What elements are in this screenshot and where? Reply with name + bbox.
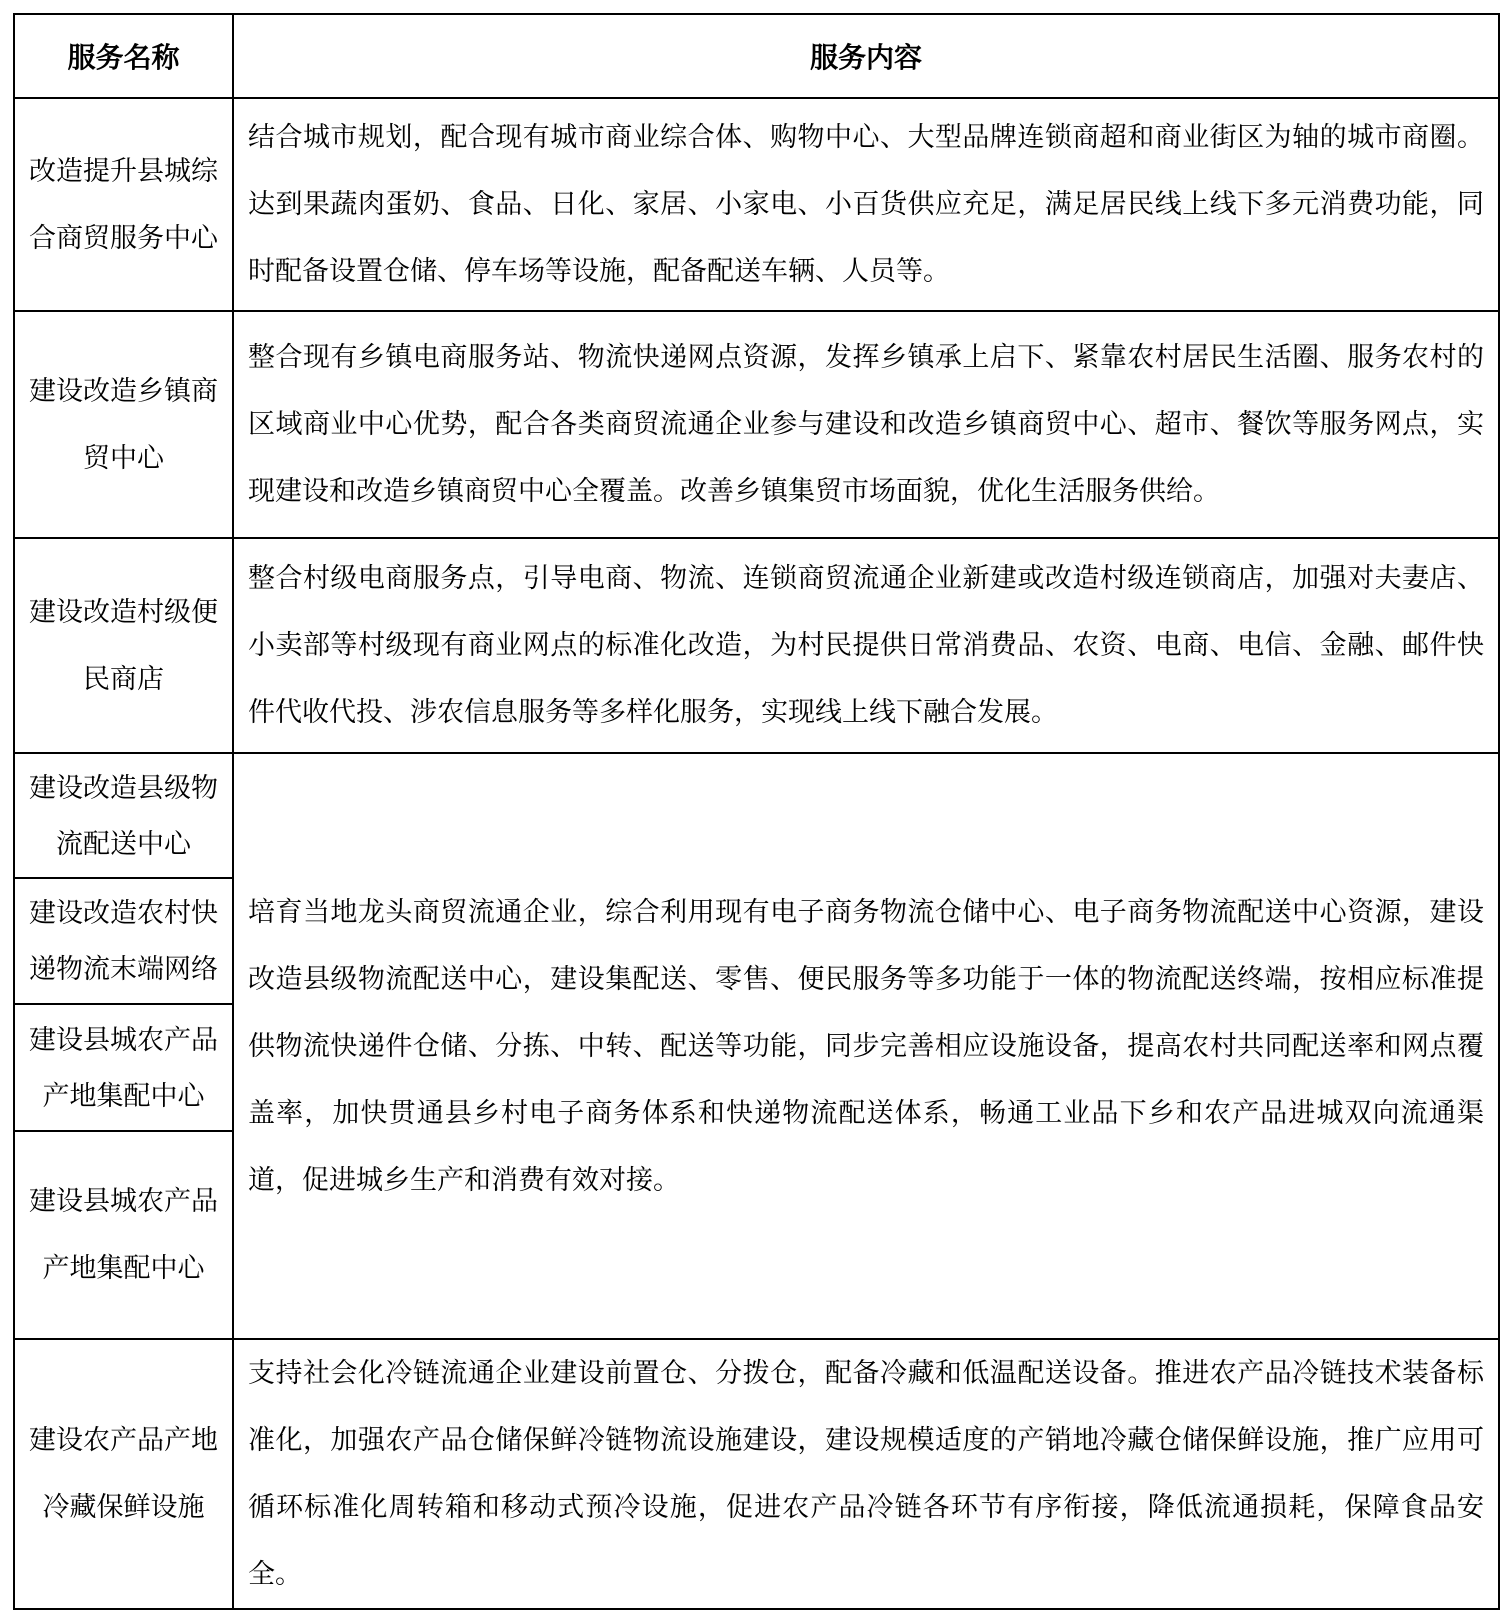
header-row xyxy=(14,14,1499,98)
service-name-cell: 建设农产品产地冷藏保鲜设施 xyxy=(14,1339,233,1609)
table-row xyxy=(14,753,1499,878)
service-name-cell: 建设改造村级便民商店 xyxy=(14,538,233,753)
table-row xyxy=(14,538,1499,753)
service-content-cell: 整合现有乡镇电商服务站、物流快递网点资源，发挥乡镇承上启下、紧靠农村居民生活圈、服务农村的区域商业中心优势，配合各类商贸流通企业参与建设和改造乡镇商贸中心、超市、餐饮等服务网点，实现建设和改造乡镇商贸中心全覆盖。改善乡镇集贸市场面貌，优化生活服务供给。 xyxy=(233,311,1499,538)
service-name-cell: 建设县城农产品产地集配中心 xyxy=(14,1131,233,1339)
table-row xyxy=(14,98,1499,311)
service-content-cell: 整合村级电商服务点，引导电商、物流、连锁商贸流通企业新建或改造村级连锁商店，加强对夫妻店、小卖部等村级现有商业网点的标准化改造，为村民提供日常消费品、农资、电商、电信、金融、邮件快件代收代投、涉农信息服务等多样化服务，实现线上线下融合发展。 xyxy=(233,538,1499,753)
col-header-service-content: 服务内容 xyxy=(233,14,1499,98)
service-name-cell: 建设改造农村快递物流末端网络 xyxy=(14,878,233,1004)
table-row xyxy=(14,1339,1499,1609)
service-name-cell: 建设改造乡镇商贸中心 xyxy=(14,311,233,538)
service-name-cell: 建设县城农产品产地集配中心 xyxy=(14,1004,233,1131)
services-table xyxy=(13,13,1500,1610)
service-name-cell: 建设改造县级物流配送中心 xyxy=(14,753,233,878)
service-content-cell: 支持社会化冷链流通企业建设前置仓、分拨仓，配备冷藏和低温配送设备。推进农产品冷链技术装备标准化，加强农产品仓储保鲜冷链物流设施建设，建设规模适度的产销地冷藏仓储保鲜设施，推广应用可循环标准化周转箱和移动式预冷设施，促进农产品冷链各环节有序衔接，降低流通损耗，保障食品安全。 xyxy=(233,1339,1499,1609)
col-header-service-name: 服务名称 xyxy=(14,14,233,98)
service-content-cell-merged: 培育当地龙头商贸流通企业，综合利用现有电子商务物流仓储中心、电子商务物流配送中心资源，建设改造县级物流配送中心，建设集配送、零售、便民服务等多功能于一体的物流配送终端，按相应标准提供物流快递件仓储、分拣、中转、配送等功能，同步完善相应设施设备，提高农村共同配送率和网点覆盖率，加快贯通县乡村电子商务体系和快递物流配送体系，畅通工业品下乡和农产品进城双向流通渠道，促进城乡生产和消费有效对接。 xyxy=(233,753,1499,1339)
table-row xyxy=(14,311,1499,538)
service-name-cell: 改造提升县城综合商贸服务中心 xyxy=(14,98,233,311)
service-content-cell: 结合城市规划，配合现有城市商业综合体、购物中心、大型品牌连锁商超和商业街区为轴的城市商圈。达到果蔬肉蛋奶、食品、日化、家居、小家电、小百货供应充足，满足居民线上线下多元消费功能，同时配备设置仓储、停车场等设施，配备配送车辆、人员等。 xyxy=(233,98,1499,311)
